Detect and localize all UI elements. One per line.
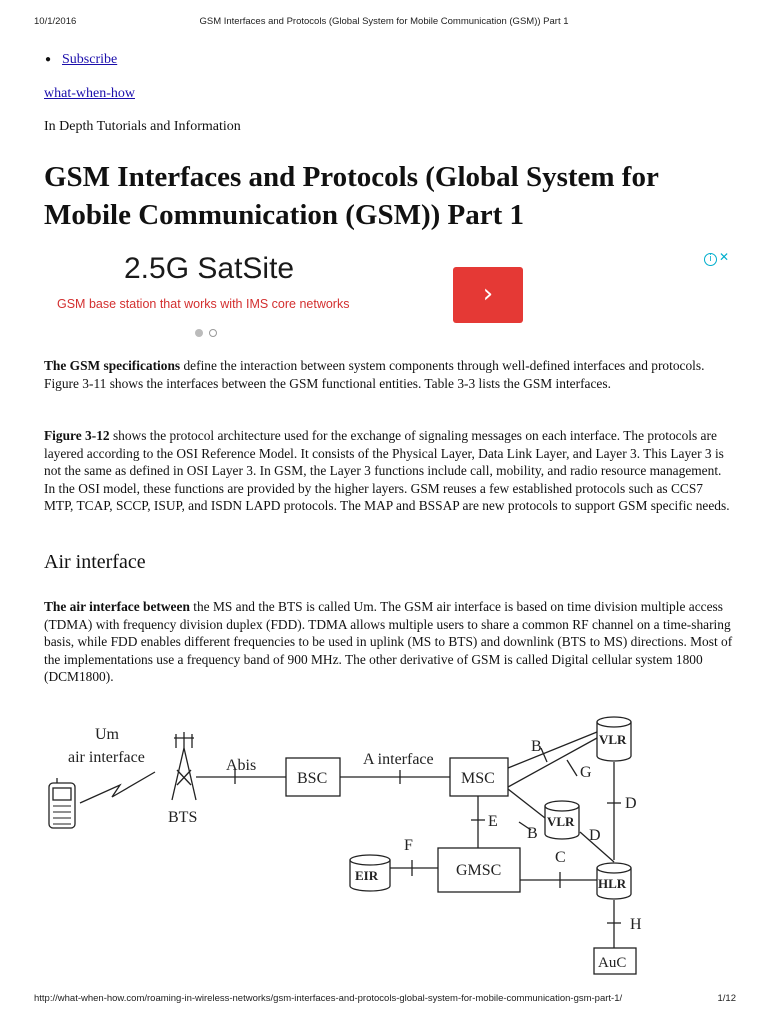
paragraph-1-bold: The GSM specifications <box>44 358 181 373</box>
ad-headline[interactable]: 2.5G SatSite <box>124 252 295 285</box>
b-label-mid: B <box>527 825 538 842</box>
um-label: Um <box>95 726 119 743</box>
radio-link-icon <box>80 772 155 803</box>
a-interface-label: A interface <box>363 751 434 768</box>
ad-choices[interactable] <box>704 250 734 266</box>
section-heading: Air interface <box>44 551 146 573</box>
subscribe-link[interactable]: Subscribe <box>62 52 118 67</box>
hlr-label: HLR <box>598 876 627 891</box>
bts-tower-icon <box>172 732 196 800</box>
paragraph-1-text: define the interaction between system components through well-defined interfaces and protocols. Figure 3-11 shows the interfaces between the GSM functional entities. Table 3-3 lists the GSM interfaces. <box>44 358 705 391</box>
gmsc-label: GMSC <box>456 862 502 879</box>
print-url: http://what-when-how.com/roaming-in-wireless-networks/gsm-interfaces-and-protocols-global-system-for-mobile-communication-gsm-part-1/ <box>34 993 623 1004</box>
bsc-label: BSC <box>297 770 328 787</box>
ad-text[interactable]: GSM base station that works with IMS core networks <box>57 297 350 311</box>
paragraph-3 <box>44 598 734 686</box>
paragraph-1 <box>44 357 734 392</box>
ad-arrow-button[interactable]: › <box>453 267 523 323</box>
e-label: E <box>488 813 498 830</box>
paragraph-3-bold: The air interface between <box>44 599 190 614</box>
f-label: F <box>404 837 413 854</box>
h-label: H <box>630 916 642 933</box>
paragraph-2-bold: Figure 3-12 <box>44 428 110 443</box>
c-label: C <box>555 849 566 866</box>
info-icon[interactable]: i <box>704 253 717 266</box>
vlr-mid-label: VLR <box>547 814 575 829</box>
d-label-mid: D <box>589 827 601 844</box>
ad-carousel-dots[interactable] <box>195 324 223 342</box>
subscribe-item <box>45 52 118 68</box>
bullet-icon: ● <box>45 54 52 65</box>
carousel-dot-active[interactable] <box>195 329 203 337</box>
ad-banner[interactable] <box>44 244 736 340</box>
paragraph-2-text: shows the protocol architecture used for the exchange of signaling messages on each interface. The protocols are layered according to the OSI Reference Model. It consists of the Physical Layer, Data Link Layer, and Layer 3. This Layer 3 is not the same as defined in OSI Layer 3. In GSM, the Layer 3 functions include call, mobility, and radio resource management. In the OSI model, these functions are provided by the higher layers. GSM reuses a few established protocols such as CCS7 MTP, TCAP, SCCP, ISUP, and ISDN LAPD protocols. The MAP and BSSAP are new protocols to support GSM specific needs. <box>44 428 730 513</box>
auc-label: AuC <box>598 955 627 971</box>
print-date: 10/1/2016 <box>34 16 77 27</box>
msc-label: MSC <box>461 770 495 787</box>
eir-label: EIR <box>355 868 379 883</box>
paragraph-2 <box>44 427 734 515</box>
air-interface-label: air interface <box>68 749 145 766</box>
print-page-number: 1/12 <box>717 993 736 1004</box>
carousel-dot[interactable] <box>209 329 217 337</box>
b-label-top: B <box>531 738 542 755</box>
mobile-phone-icon <box>49 778 75 828</box>
abis-label: Abis <box>226 757 257 774</box>
d-label-right: D <box>625 795 637 812</box>
close-icon[interactable]: ✕ <box>719 250 730 264</box>
vlr-top-label: VLR <box>599 732 627 747</box>
bts-label: BTS <box>168 809 198 826</box>
site-tagline: In Depth Tutorials and Information <box>44 119 241 134</box>
site-name-link[interactable]: what-when-how <box>44 86 135 101</box>
print-title: GSM Interfaces and Protocols (Global System for Mobile Communication (GSM)) Part 1 <box>199 16 569 27</box>
gsm-interfaces-diagram <box>34 702 734 984</box>
page-title: GSM Interfaces and Protocols (Global System for Mobile Communication (GSM)) Part 1 <box>44 161 659 231</box>
paragraph-3-text: the MS and the BTS is called Um. The GSM air interface is based on time division multiple access (TDMA) with frequency division duplex (FDD). TDMA allows multiple users to share a common RF channel on a time-sharing basis, while FDD enables different frequencies to be used in uplink (MS to BTS) and downlink (BTS to MS) directions. Most of the implementations use a frequency band of 900 MHz. The other derivative of GSM is called Digital cellular system 1800 (DCM1800). <box>44 599 733 684</box>
g-label: G <box>580 764 592 781</box>
